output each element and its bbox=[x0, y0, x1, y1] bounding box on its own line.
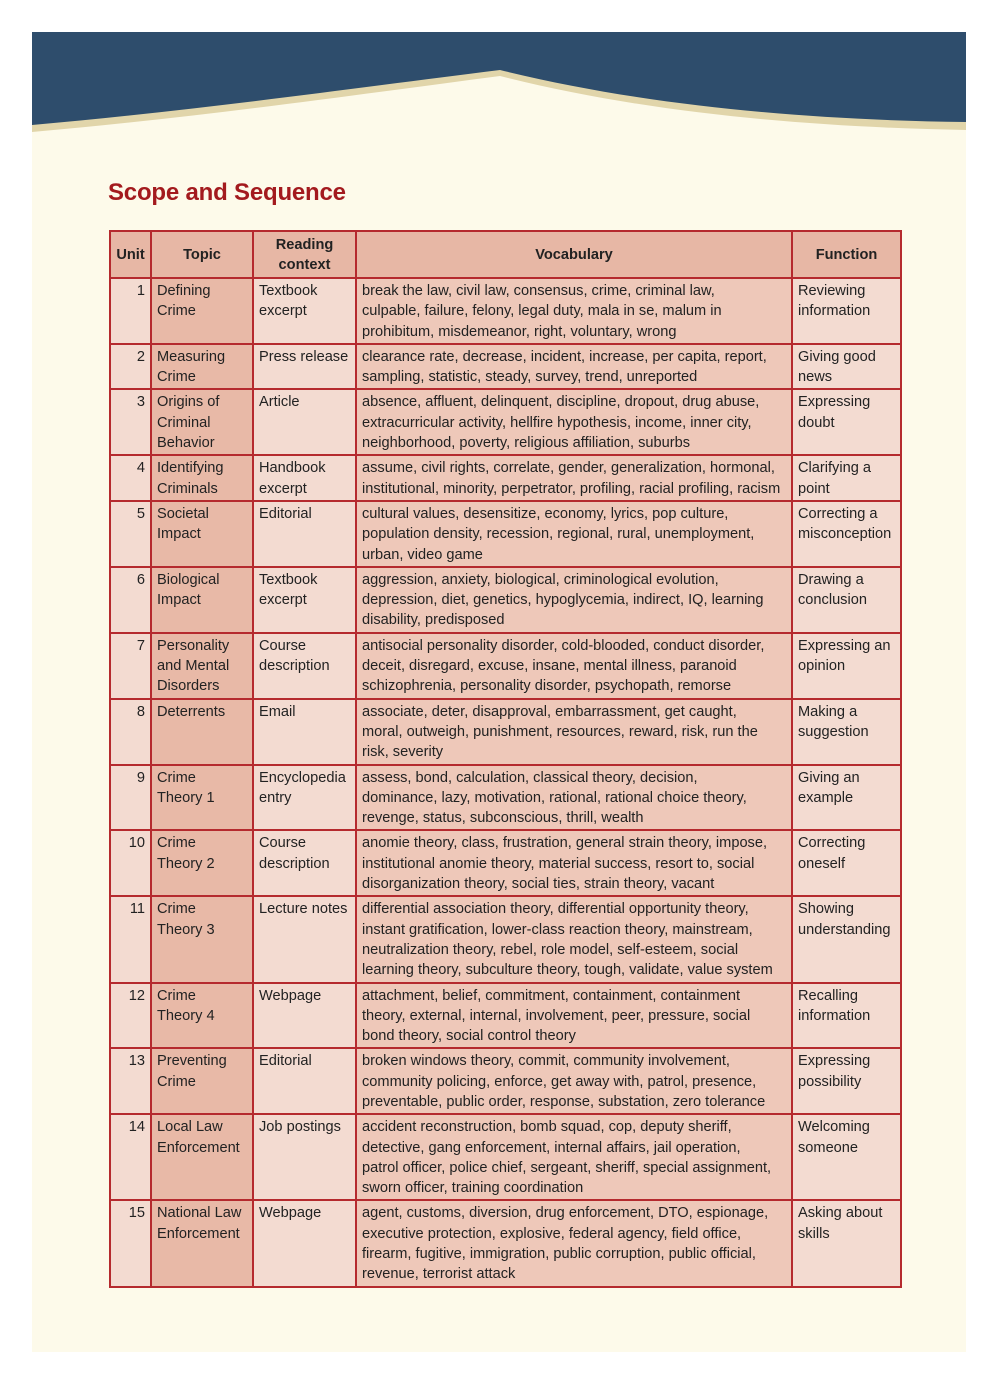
reading-context-cell bbox=[253, 633, 356, 699]
cell-line: Criminals bbox=[157, 480, 218, 497]
cell-line: doubt bbox=[798, 414, 835, 431]
cell-line: Crime bbox=[157, 835, 196, 852]
cell-line: antisocial personality disorder, cold-blooded, conduct disorder, bbox=[362, 637, 765, 654]
cell-line: Expressing an bbox=[798, 637, 891, 654]
cell-line: agent, customs, diversion, drug enforcement, DTO, espionage, bbox=[362, 1205, 769, 1222]
cell-line: broken windows theory, commit, community involvement, bbox=[362, 1053, 730, 1070]
cell-line: excerpt bbox=[259, 592, 307, 609]
cell-line: bond theory, social control theory bbox=[362, 1028, 576, 1045]
vocabulary-cell bbox=[356, 1048, 792, 1114]
cell-line: Correcting a bbox=[798, 505, 878, 522]
cell-line: Making a bbox=[798, 703, 858, 720]
cell-line: point bbox=[798, 480, 830, 497]
cell-line: prohibitum, misdemeanor, right, voluntary, wrong bbox=[362, 323, 677, 340]
cell-line: preventable, public order, response, substation, zero tolerance bbox=[362, 1093, 766, 1110]
cell-line: Enforcement bbox=[157, 1139, 240, 1156]
cell-line: Webpage bbox=[259, 987, 322, 1004]
unit-number: 12 bbox=[110, 983, 151, 1049]
cell-line: conclusion bbox=[798, 592, 867, 609]
unit-number: 4 bbox=[110, 455, 151, 501]
cell-line: suggestion bbox=[798, 723, 869, 740]
cell-line: revenge, status, subconscious, thrill, wealth bbox=[362, 810, 644, 827]
cell-line: Crime bbox=[157, 901, 196, 918]
cell-line: Handbook bbox=[259, 460, 326, 477]
table-header-row bbox=[110, 231, 901, 278]
table-row bbox=[110, 983, 901, 1049]
cell-line: Crime bbox=[157, 987, 196, 1004]
cell-line: sampling, statistic, steady, survey, trend, unreported bbox=[362, 369, 698, 386]
cell-line: Lecture notes bbox=[259, 901, 348, 918]
table-row bbox=[110, 389, 901, 455]
vocabulary-cell bbox=[356, 699, 792, 765]
reading-context-cell bbox=[253, 896, 356, 982]
unit-number: 8 bbox=[110, 699, 151, 765]
cell-line: Defining bbox=[157, 283, 211, 299]
cell-line: Theory 3 bbox=[157, 921, 215, 938]
table-row bbox=[110, 567, 901, 633]
cell-line: someone bbox=[798, 1139, 859, 1156]
cell-line: extracurricular activity, hellfire hypothesis, income, inner city, bbox=[362, 414, 752, 431]
cell-line: population density, recession, regional, rural, unemployment, bbox=[362, 526, 755, 543]
cell-line: neighborhood, poverty, religious affiliation, suburbs bbox=[362, 435, 691, 452]
reading-context-cell bbox=[253, 830, 356, 896]
cell-line: Expressing bbox=[798, 394, 871, 411]
reading-context-cell bbox=[253, 278, 356, 344]
cell-line: opinion bbox=[798, 658, 846, 675]
cell-line: description bbox=[259, 658, 330, 675]
cell-line: executive protection, explosive, federal agency, field office, bbox=[362, 1225, 742, 1242]
cell-line: aggression, anxiety, biological, criminological evolution, bbox=[362, 571, 719, 588]
cell-line: Impact bbox=[157, 526, 201, 543]
function-cell bbox=[792, 455, 901, 501]
topic-cell bbox=[151, 278, 253, 344]
col-header-function: Function bbox=[792, 231, 901, 278]
cell-line: Measuring bbox=[157, 348, 226, 365]
topic-cell bbox=[151, 1114, 253, 1200]
cell-line: Textbook bbox=[259, 571, 318, 588]
reading-context-cell bbox=[253, 983, 356, 1049]
table-row bbox=[110, 278, 901, 344]
table-row bbox=[110, 1200, 901, 1286]
topic-cell bbox=[151, 699, 253, 765]
cell-line: Theory 2 bbox=[157, 855, 215, 872]
reading-context-cell bbox=[253, 344, 356, 390]
scope-sequence-table bbox=[109, 230, 902, 1288]
vocabulary-cell bbox=[356, 983, 792, 1049]
unit-number: 3 bbox=[110, 389, 151, 455]
header-banner bbox=[32, 32, 966, 132]
cell-line: Drawing a bbox=[798, 571, 864, 588]
cell-line: Editorial bbox=[259, 1053, 312, 1070]
cell-line: accident reconstruction, bomb squad, cop, deputy sheriff, bbox=[362, 1119, 732, 1136]
cell-line: moral, outweigh, punishment, resources, reward, risk, run the bbox=[362, 723, 758, 740]
function-cell bbox=[792, 567, 901, 633]
topic-cell bbox=[151, 455, 253, 501]
cell-line: clearance rate, decrease, incident, increase, per capita, report, bbox=[362, 348, 767, 365]
cell-line: National Law bbox=[157, 1205, 242, 1222]
cell-line: instant gratification, lower-class reaction theory, mainstream, bbox=[362, 921, 753, 938]
vocabulary-cell bbox=[356, 455, 792, 501]
cell-line: excerpt bbox=[259, 303, 307, 320]
unit-number: 6 bbox=[110, 567, 151, 633]
unit-number: 15 bbox=[110, 1200, 151, 1286]
cell-line: information bbox=[798, 1007, 871, 1024]
cell-line: Disorders bbox=[157, 678, 220, 695]
function-cell bbox=[792, 699, 901, 765]
cell-line: community policing, enforce, get away with, patrol, presence, bbox=[362, 1073, 757, 1090]
cell-line: Correcting bbox=[798, 835, 866, 852]
cell-line: Local Law bbox=[157, 1119, 223, 1136]
vocabulary-cell bbox=[356, 765, 792, 831]
table-row bbox=[110, 501, 901, 567]
cell-line: Recalling bbox=[798, 987, 859, 1004]
cell-line: Crime bbox=[157, 303, 196, 320]
reading-context-cell bbox=[253, 765, 356, 831]
col-header-topic: Topic bbox=[151, 231, 253, 278]
function-cell bbox=[792, 1048, 901, 1114]
cell-line: anomie theory, class, frustration, general strain theory, impose, bbox=[362, 835, 768, 852]
topic-cell bbox=[151, 567, 253, 633]
cell-line: disability, predisposed bbox=[362, 612, 505, 629]
cell-line: example bbox=[798, 789, 854, 806]
table-row bbox=[110, 830, 901, 896]
cell-line: risk, severity bbox=[362, 744, 444, 761]
vocabulary-cell bbox=[356, 896, 792, 982]
unit-number: 14 bbox=[110, 1114, 151, 1200]
cell-line: misconception bbox=[798, 526, 892, 543]
cell-line: Enforcement bbox=[157, 1225, 240, 1242]
table-row bbox=[110, 455, 901, 501]
cell-line: Email bbox=[259, 703, 296, 720]
cell-line: Crime bbox=[157, 769, 196, 786]
header-line: Reading bbox=[275, 236, 334, 253]
vocabulary-cell bbox=[356, 1114, 792, 1200]
cell-line: break the law, civil law, consensus, crime, criminal law, bbox=[362, 283, 715, 299]
cell-line: excerpt bbox=[259, 480, 307, 497]
cell-line: Criminal bbox=[157, 414, 211, 431]
cell-line: Personality bbox=[157, 637, 230, 654]
cell-line: Press release bbox=[259, 348, 349, 365]
function-cell bbox=[792, 765, 901, 831]
cell-line: Behavior bbox=[157, 435, 215, 452]
header-line: context bbox=[278, 256, 331, 273]
function-cell bbox=[792, 344, 901, 390]
unit-number: 11 bbox=[110, 896, 151, 982]
vocabulary-cell bbox=[356, 567, 792, 633]
function-cell bbox=[792, 389, 901, 455]
vocabulary-cell bbox=[356, 830, 792, 896]
cell-line: deceit, disregard, excuse, insane, mental illness, paranoid bbox=[362, 658, 737, 675]
unit-number: 7 bbox=[110, 633, 151, 699]
reading-context-cell bbox=[253, 1114, 356, 1200]
topic-cell bbox=[151, 501, 253, 567]
cell-line: schizophrenia, personality disorder, psychopath, remorse bbox=[362, 678, 732, 695]
cell-line: Encyclopedia bbox=[259, 769, 346, 786]
cell-line: skills bbox=[798, 1225, 830, 1242]
cell-line: information bbox=[798, 303, 871, 320]
unit-number: 2 bbox=[110, 344, 151, 390]
topic-cell bbox=[151, 896, 253, 982]
cell-line: Societal bbox=[157, 505, 209, 522]
cell-line: Course bbox=[259, 637, 307, 654]
reading-context-cell bbox=[253, 501, 356, 567]
function-cell bbox=[792, 830, 901, 896]
topic-cell bbox=[151, 1048, 253, 1114]
vocabulary-cell bbox=[356, 501, 792, 567]
cell-line: revenue, terrorist attack bbox=[362, 1266, 516, 1283]
function-cell bbox=[792, 633, 901, 699]
cell-line: oneself bbox=[798, 855, 846, 872]
topic-cell bbox=[151, 389, 253, 455]
cell-line: entry bbox=[259, 789, 292, 806]
page bbox=[32, 32, 966, 1352]
topic-cell bbox=[151, 983, 253, 1049]
topic-cell bbox=[151, 633, 253, 699]
reading-context-cell bbox=[253, 567, 356, 633]
topic-cell bbox=[151, 1200, 253, 1286]
function-cell bbox=[792, 501, 901, 567]
cell-line: cultural values, desensitize, economy, lyrics, pop culture, bbox=[362, 505, 729, 522]
cell-line: detective, gang enforcement, internal affairs, jail operation, bbox=[362, 1139, 741, 1156]
cell-line: Expressing bbox=[798, 1053, 871, 1070]
col-header-vocabulary: Vocabulary bbox=[356, 231, 792, 278]
vocabulary-cell bbox=[356, 633, 792, 699]
function-cell bbox=[792, 1114, 901, 1200]
reading-context-cell bbox=[253, 699, 356, 765]
cell-line: Webpage bbox=[259, 1205, 322, 1222]
cell-line: possibility bbox=[798, 1073, 862, 1090]
vocabulary-cell bbox=[356, 344, 792, 390]
cell-line: dominance, lazy, motivation, rational, rational choice theory, bbox=[362, 789, 747, 806]
col-header-unit: Unit bbox=[110, 231, 151, 278]
cell-line: assess, bond, calculation, classical theory, decision, bbox=[362, 769, 698, 786]
cell-line: sworn officer, training coordination bbox=[362, 1180, 584, 1197]
cell-line: attachment, belief, commitment, containment, containment bbox=[362, 987, 740, 1004]
cell-line: urban, video game bbox=[362, 546, 483, 563]
topic-cell bbox=[151, 765, 253, 831]
reading-context-cell bbox=[253, 1048, 356, 1114]
cell-line: learning theory, subculture theory, tough, validate, value system bbox=[362, 962, 773, 979]
table-row bbox=[110, 1114, 901, 1200]
cell-line: Course bbox=[259, 835, 307, 852]
cell-line: patrol officer, police chief, sergeant, sheriff, special assignment, bbox=[362, 1159, 772, 1176]
cell-line: Crime bbox=[157, 369, 196, 386]
unit-number: 5 bbox=[110, 501, 151, 567]
vocabulary-cell bbox=[356, 1200, 792, 1286]
unit-number: 10 bbox=[110, 830, 151, 896]
cell-line: Biological bbox=[157, 571, 220, 588]
cell-line: Theory 1 bbox=[157, 789, 215, 806]
cell-line: Deterrents bbox=[157, 703, 226, 720]
vocabulary-cell bbox=[356, 278, 792, 344]
function-cell bbox=[792, 983, 901, 1049]
cell-line: Identifying bbox=[157, 460, 224, 477]
cell-line: Reviewing bbox=[798, 283, 866, 299]
cell-line: Impact bbox=[157, 592, 201, 609]
cell-line: Crime bbox=[157, 1073, 196, 1090]
cell-line: and Mental bbox=[157, 658, 230, 675]
cell-line: firearm, fugitive, immigration, public corruption, public official, bbox=[362, 1246, 756, 1263]
cell-line: absence, affluent, delinquent, discipline, dropout, drug abuse, bbox=[362, 394, 760, 411]
cell-line: news bbox=[798, 369, 833, 386]
cell-line: Theory 4 bbox=[157, 1007, 215, 1024]
reading-context-cell bbox=[253, 1200, 356, 1286]
unit-number: 9 bbox=[110, 765, 151, 831]
function-cell bbox=[792, 1200, 901, 1286]
cell-line: differential association theory, differential opportunity theory, bbox=[362, 901, 749, 918]
table-row bbox=[110, 699, 901, 765]
reading-context-cell bbox=[253, 389, 356, 455]
table-row bbox=[110, 633, 901, 699]
cell-line: neutralization theory, rebel, role model, self-esteem, social bbox=[362, 941, 739, 958]
topic-cell bbox=[151, 344, 253, 390]
cell-line: Preventing bbox=[157, 1053, 227, 1070]
cell-line: understanding bbox=[798, 921, 891, 938]
table-row bbox=[110, 344, 901, 390]
cell-line: Clarifying a bbox=[798, 460, 871, 477]
cell-line: Origins of bbox=[157, 394, 220, 411]
cell-line: Showing bbox=[798, 901, 854, 918]
cell-line: Asking about bbox=[798, 1205, 883, 1222]
reading-context-cell bbox=[253, 455, 356, 501]
cell-line: depression, diet, genetics, hypoglycemia, indirect, IQ, learning bbox=[362, 592, 764, 609]
table-row bbox=[110, 896, 901, 982]
cell-line: Editorial bbox=[259, 505, 312, 522]
cell-line: description bbox=[259, 855, 330, 872]
page-title: Scope and Sequence bbox=[108, 179, 346, 206]
cell-line: institutional anomie theory, material success, resort to, social bbox=[362, 855, 755, 872]
table-row bbox=[110, 765, 901, 831]
cell-line: Job postings bbox=[259, 1119, 341, 1136]
vocabulary-cell bbox=[356, 389, 792, 455]
cell-line: disorganization theory, social ties, strain theory, vacant bbox=[362, 876, 715, 893]
cell-line: Article bbox=[259, 394, 300, 411]
cell-line: institutional, minority, perpetrator, profiling, racial profiling, racism bbox=[362, 480, 781, 497]
cell-line: Giving an bbox=[798, 769, 860, 786]
unit-number: 1 bbox=[110, 278, 151, 344]
col-header-reading-context bbox=[253, 231, 356, 278]
cell-line: Giving good bbox=[798, 348, 876, 365]
topic-cell bbox=[151, 830, 253, 896]
cell-line: culpable, failure, felony, legal duty, mala in se, malum in bbox=[362, 303, 722, 320]
function-cell bbox=[792, 278, 901, 344]
cell-line: theory, external, internal, involvement, peer, pressure, social bbox=[362, 1007, 751, 1024]
table-row bbox=[110, 1048, 901, 1114]
unit-number: 13 bbox=[110, 1048, 151, 1114]
cell-line: Textbook bbox=[259, 283, 318, 299]
cell-line: assume, civil rights, correlate, gender, generalization, hormonal, bbox=[362, 460, 775, 477]
cell-line: Welcoming bbox=[798, 1119, 870, 1136]
cell-line: associate, deter, disapproval, embarrassment, get caught, bbox=[362, 703, 737, 720]
function-cell bbox=[792, 896, 901, 982]
